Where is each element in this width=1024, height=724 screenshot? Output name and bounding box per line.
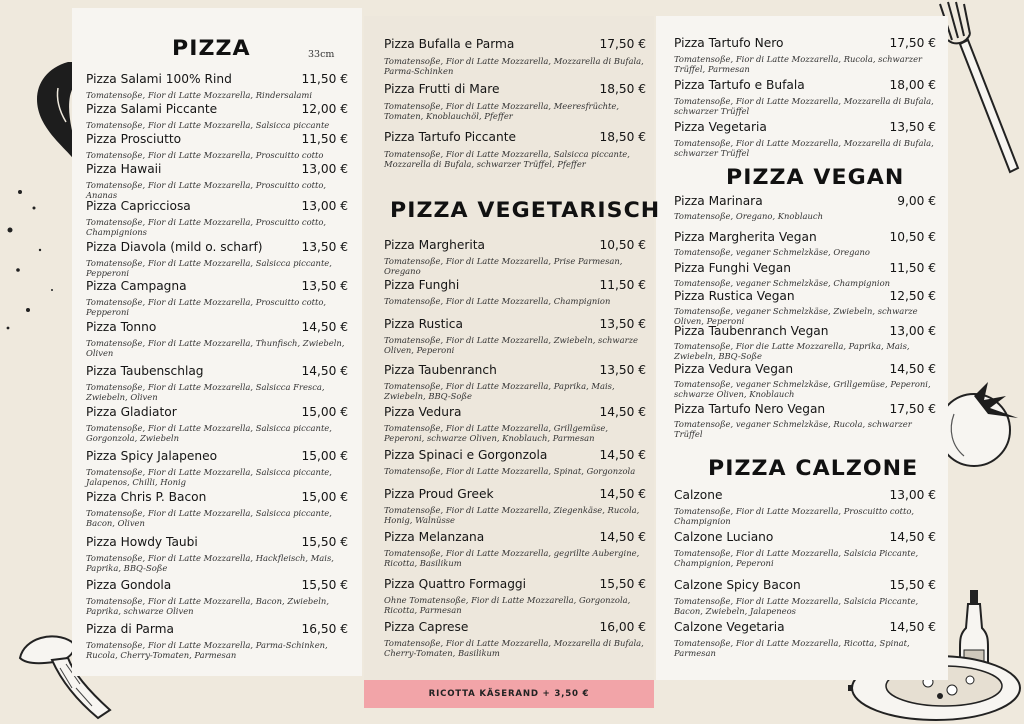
menu-item-name: Calzone Vegetaria: [674, 620, 785, 634]
menu-item-name: Pizza Rustica: [384, 317, 463, 331]
menu-item-description: Tomatensoße, Fior di Latte Mozzarella, Bacon, Zwiebeln, Paprika, schwarze Oliven: [86, 596, 329, 617]
menu-item-price: 17,50 €: [599, 37, 646, 51]
menu-item: [674, 324, 936, 362]
menu-item-name: Pizza Melanzana: [384, 530, 485, 544]
menu-item: [674, 120, 936, 159]
menu-item-description: Tomatensoße, Fior di Latte Mozzarella, Spinat, Gorgonzola: [384, 466, 636, 476]
menu-item: [86, 279, 348, 318]
menu-item-description: Tomatensoße, Fior di Latte Mozzarella, Salsicca piccante, Jalapenos, Chilli, Honig: [86, 467, 332, 488]
section-title-pizza-calzone: PIZZA CALZONE: [708, 456, 919, 480]
menu-item-description: Tomatensoße, Fior di Latte Mozzarella, Ziegenkäse, Rucola, Honig, Walnüsse: [384, 505, 640, 526]
menu-item-price: 13,50 €: [599, 317, 646, 331]
menu-item-description: Tomatensoße, Fior di Latte Mozzarella, Rucola, schwarzer Trüffel, Parmesan: [674, 54, 923, 75]
menu-item: [674, 194, 936, 228]
menu-item-name: Pizza Vedura: [384, 405, 462, 419]
menu-item-name: Pizza Prosciutto: [86, 132, 182, 146]
menu-item-name: Pizza Capricciosa: [86, 199, 191, 213]
menu-item: [384, 317, 646, 356]
menu-item-price: 15,50 €: [301, 578, 348, 592]
menu-item-name: Pizza Salami Piccante: [86, 102, 218, 116]
menu-item: [384, 130, 646, 170]
menu-item-price: 14,50 €: [301, 364, 348, 378]
menu-item: [674, 36, 936, 75]
menu-item-price: 16,00 €: [599, 620, 646, 634]
ricotta-crust-banner: RICOTTA KÄSERAND + 3,50 €: [364, 680, 654, 708]
menu-item: [674, 620, 936, 659]
menu-item-price: 12,50 €: [889, 289, 936, 303]
menu-item-price: 10,50 €: [599, 238, 646, 252]
menu-item-description: Tomatensoße, veganer Schmelzkäse, Champignion: [674, 278, 891, 288]
menu-item-price: 13,00 €: [889, 324, 936, 338]
menu-item-name: Calzone Luciano: [674, 530, 774, 544]
menu-item-name: Pizza Caprese: [384, 620, 469, 634]
column-3: [674, 0, 936, 724]
menu-item-price: 15,50 €: [301, 535, 348, 549]
menu-item-description: Tomatensoße, veganer Schmelzkäse, Zwiebeln, schwarze Oliven, Peperoni: [674, 306, 918, 327]
menu-item-name: Calzone Spicy Bacon: [674, 578, 801, 592]
menu-item-price: 13,50 €: [301, 240, 348, 254]
size-note: 33cm: [308, 49, 335, 60]
menu-item: [384, 448, 646, 482]
menu-item-description: Tomatensoße, Fior di Latte Mozzarella, Grillgemüse, Peperoni, schwarze Oliven, Knoblauch, Parmesan: [384, 423, 609, 444]
menu-item-name: Pizza Spinaci e Gorgonzola: [384, 448, 548, 462]
menu-item-description: Tomatensoße, Fior di Latte Mozzarella, Champignion: [384, 296, 611, 306]
menu-item-price: 16,50 €: [301, 622, 348, 636]
menu-item-name: Pizza Campagna: [86, 279, 187, 293]
menu-item-name: Pizza Tartufo Nero Vegan: [674, 402, 826, 416]
menu-item: [674, 578, 936, 617]
menu-item: [384, 487, 646, 526]
menu-item-price: 15,50 €: [889, 578, 936, 592]
menu-item: [86, 449, 348, 488]
menu-item-price: 17,50 €: [889, 36, 936, 50]
menu-item-description: Tomatensoße, Fior di Latte Mozzarella, Salsicca piccante, Mozzarella di Bufala, schwarzer Trüffel, Pfeffer: [384, 149, 630, 170]
section-title-pizza-vegetarisch: PIZZA VEGETARISCH: [390, 198, 661, 222]
menu-item-price: 18,50 €: [599, 130, 646, 144]
menu-item-description: Tomatensoße, Fior di Latte Mozzarella, gegrillte Aubergine, Ricotta, Basilikum: [384, 548, 640, 569]
menu-item-price: 13,00 €: [889, 488, 936, 502]
menu-item-description: Tomatensoße, Fior di Latte Mozzarella, Proscuitto cotto, Pepperoni: [86, 297, 327, 318]
menu-item-description: Ohne Tomatensoße, Fior di Latte Mozzarella, Gorgonzola, Ricotta, Parmesan: [384, 595, 631, 616]
menu-item-description: Tomatensoße, Oregano, Knoblauch: [674, 211, 823, 221]
menu-item-price: 14,50 €: [599, 530, 646, 544]
menu-item-price: 13,00 €: [301, 199, 348, 213]
menu-item: [86, 162, 348, 201]
menu-item-price: 11,50 €: [889, 261, 936, 275]
menu-item-name: Pizza Tartufo Nero: [674, 36, 784, 50]
menu-item: [674, 78, 936, 117]
menu-item-price: 15,00 €: [301, 449, 348, 463]
menu-item-name: Pizza Gladiator: [86, 405, 177, 419]
menu-item-price: 18,00 €: [889, 78, 936, 92]
menu-item-name: Pizza Howdy Taubi: [86, 535, 198, 549]
menu-item-name: Pizza Spicy Jalapeneo: [86, 449, 218, 463]
menu-item: [86, 535, 348, 574]
menu-item-price: 10,50 €: [889, 230, 936, 244]
menu-item-description: Tomatensoße, veganer Schmelzkäse, Oregano: [674, 247, 870, 257]
menu-item: [384, 278, 646, 312]
menu-item-name: Pizza Gondola: [86, 578, 172, 592]
menu-item-name: Pizza di Parma: [86, 622, 175, 636]
menu-item: [384, 238, 646, 277]
menu-item-price: 14,50 €: [599, 487, 646, 501]
menu-item-description: Tomatensoße, Fior di Latte Mozzarella, Prise Parmesan, Oregano: [384, 256, 623, 277]
menu-item-price: 14,50 €: [301, 320, 348, 334]
menu-item-description: Tomatensoße, Fior di Latte Mozzarella, Salsicia Piccante, Bacon, Zwiebeln, Jalapeneos: [674, 596, 919, 617]
menu-item-description: Tomatensoße, Fior di Latte Mozzarella, Zwiebeln, schwarze Oliven, Peperoni: [384, 335, 638, 356]
menu-item-price: 9,00 €: [897, 194, 936, 208]
menu-item-price: 12,00 €: [301, 102, 348, 116]
menu-item-name: Pizza Funghi: [384, 278, 460, 292]
menu-item-description: Tomatensoße, Fior di Latte Mozzarella, Mozzarella di Bufala, schwarzer Trüffel: [674, 96, 934, 117]
menu-item-description: Tomatensoße, Fior di Latte Mozzarella, Salsicia Piccante, Champignion, Peperoni: [674, 548, 919, 569]
menu-item-description: Tomatensoße, Fior di Latte Mozzarella, Proscuitto cotto, Champignion: [674, 506, 915, 527]
menu-item-name: Pizza Vegetaria: [674, 120, 767, 134]
menu-item-description: Tomatensoße, Fior di Latte Mozzarella, Thunfisch, Zwiebeln, Oliven: [86, 338, 345, 359]
menu-item-description: Tomatensoße, Fior die Latte Mozzarella, Paprika, Mais, Zwiebeln, BBQ-Soße: [674, 341, 910, 362]
menu-item-name: Pizza Taubenranch: [384, 363, 497, 377]
menu-item-description: Tomatensoße, Fior di Latte Mozzarella, Mozzarella di Bufala, Parma-Schinken: [384, 56, 644, 77]
menu-item: [384, 82, 646, 122]
menu-item-name: Pizza Taubenschlag: [86, 364, 204, 378]
menu-item-name: Pizza Funghi Vegan: [674, 261, 791, 275]
menu-item: [86, 364, 348, 403]
menu-item-price: 14,50 €: [599, 405, 646, 419]
menu-item: [86, 320, 348, 359]
menu-item-name: Calzone: [674, 488, 723, 502]
menu-item-description: Tomatensoße, Fior di Latte Mozzarella, Ricotta, Spinat, Parmesan: [674, 638, 910, 659]
column-2: [384, 0, 661, 724]
menu-item-description: Tomatensoße, veganer Schmelzkäse, Grillgemüse, Peperoni, schwarze Oliven, Knoblauch: [674, 379, 931, 400]
menu-item-name: Pizza Frutti di Mare: [384, 82, 500, 96]
menu-item-name: Pizza Tartufo e Bufala: [674, 78, 805, 92]
menu-item-price: 14,50 €: [889, 620, 936, 634]
menu-item-description: Tomatensoße, Fior di Latte Mozzarella, Proscuitto cotto, Champignions: [86, 217, 327, 238]
menu-item: [86, 490, 348, 529]
menu-item: [384, 363, 646, 402]
menu-item-description: Tomatensoße, Fior di Latte Mozzarella, Salsicca piccante, Bacon, Oliven: [86, 508, 332, 529]
menu-item: [86, 405, 348, 444]
column-1: [86, 0, 348, 724]
menu-item: [384, 577, 646, 616]
menu-item-name: Pizza Hawaii: [86, 162, 162, 176]
menu-item: [86, 199, 348, 238]
menu-item-description: Tomatensoße, Fior di Latte Mozzarella, Parma-Schinken, Rucola, Cherry-Tomaten, Parmesan: [86, 640, 328, 661]
menu-item-name: Pizza Chris P. Bacon: [86, 490, 207, 504]
menu-item-price: 13,50 €: [889, 120, 936, 134]
menu-item: [674, 289, 936, 327]
menu-item-name: Pizza Rustica Vegan: [674, 289, 795, 303]
menu-item-description: Tomatensoße, Fior di Latte Mozzarella, Mozzarella di Bufala, Cherry-Tomaten, Basilikum: [384, 638, 644, 659]
menu-item: [674, 488, 936, 527]
menu-item-price: 15,00 €: [301, 490, 348, 504]
menu-item-name: Pizza Proud Greek: [384, 487, 494, 501]
menu-item-price: 14,50 €: [599, 448, 646, 462]
menu-item-price: 11,50 €: [301, 72, 348, 86]
menu-item-description: Tomatensoße, Fior di Latte Mozzarella, Salsicca piccante: [86, 120, 330, 130]
menu-item: [384, 37, 646, 77]
menu-item-description: Tomatensoße, Fior di Latte Mozzarella, Hackfleisch, Mais, Paprika, BBQ-Soße: [86, 553, 334, 574]
menu-item-price: 15,50 €: [599, 577, 646, 591]
menu-item-description: Tomatensoße, Fior di Latte Mozzarella, Meeresfrüchte, Tomaten, Knoblauchöl, Pfeffer: [384, 101, 620, 122]
ink-splatter: [0, 180, 70, 340]
menu-item: [674, 402, 936, 440]
menu-item-name: Pizza Marinara: [674, 194, 763, 208]
menu-item: [384, 405, 646, 444]
menu-item-price: 17,50 €: [889, 402, 936, 416]
section-title-pizza-vegan: PIZZA VEGAN: [726, 165, 905, 189]
menu-item: [384, 620, 646, 659]
menu-item: [384, 530, 646, 569]
menu-item-description: Tomatensoße, Fior di Latte Mozzarella, Proscuitto cotto, Ananas: [86, 180, 327, 201]
menu-item-price: 13,50 €: [599, 363, 646, 377]
menu-item-price: 11,50 €: [301, 132, 348, 146]
menu-item: [86, 622, 348, 661]
menu-item-name: Pizza Tartufo Piccante: [384, 130, 516, 144]
menu-item-description: Tomatensoße, Fior di Latte Mozzarella, Salsicca piccante, Gorgonzola, Zwiebeln: [86, 423, 332, 444]
menu-item-price: 13,50 €: [301, 279, 348, 293]
menu-item: [86, 72, 348, 106]
menu-item-price: 14,50 €: [889, 362, 936, 376]
menu-item-description: Tomatensoße, Fior di Latte Mozzarella, Rindersalami: [86, 90, 312, 100]
menu-item-name: Pizza Diavola (mild o. scharf): [86, 240, 263, 254]
menu-item-name: Pizza Margherita Vegan: [674, 230, 817, 244]
menu-item: [86, 578, 348, 617]
menu-item-description: Tomatensoße, Fior di Latte Mozzarella, Salsicca Fresca, Zwiebeln, Oliven: [86, 382, 325, 403]
menu-item-description: Tomatensoße, Fior di Latte Mozzarella, Mozzarella di Bufala, schwarzer Trüffel: [674, 138, 934, 159]
menu-item: [674, 362, 936, 400]
menu-item-name: Pizza Bufalla e Parma: [384, 37, 515, 51]
menu-item-price: 13,00 €: [301, 162, 348, 176]
menu-item-name: Pizza Tonno: [86, 320, 157, 334]
menu-item: [674, 230, 936, 264]
menu-item-description: Tomatensoße, Fior di Latte Mozzarella, Proscuitto cotto: [86, 150, 324, 160]
menu-item-name: Pizza Taubenranch Vegan: [674, 324, 829, 338]
menu-item: [674, 530, 936, 569]
menu-item-name: Pizza Vedura Vegan: [674, 362, 794, 376]
menu-item-name: Pizza Margherita: [384, 238, 485, 252]
menu-item-description: Tomatensoße, Fior di Latte Mozzarella, Paprika, Mais, Zwiebeln, BBQ-Soße: [384, 381, 615, 402]
menu-item: [86, 132, 348, 166]
menu-item: [86, 240, 348, 279]
menu-item-description: Tomatensoße, Fior di Latte Mozzarella, Salsicca piccante, Pepperoni: [86, 258, 332, 279]
menu-item-price: 15,00 €: [301, 405, 348, 419]
menu-item-name: Pizza Quattro Formaggi: [384, 577, 527, 591]
menu-item-price: 18,50 €: [599, 82, 646, 96]
menu-item: [86, 102, 348, 136]
menu-item-price: 14,50 €: [889, 530, 936, 544]
menu-item-price: 11,50 €: [599, 278, 646, 292]
menu-item-description: Tomatensoße, veganer Schmelzkäse, Rucola, schwarzer Trüffel: [674, 419, 912, 440]
menu-item-name: Pizza Salami 100% Rind: [86, 72, 232, 86]
section-title-pizza: PIZZA: [172, 36, 251, 60]
